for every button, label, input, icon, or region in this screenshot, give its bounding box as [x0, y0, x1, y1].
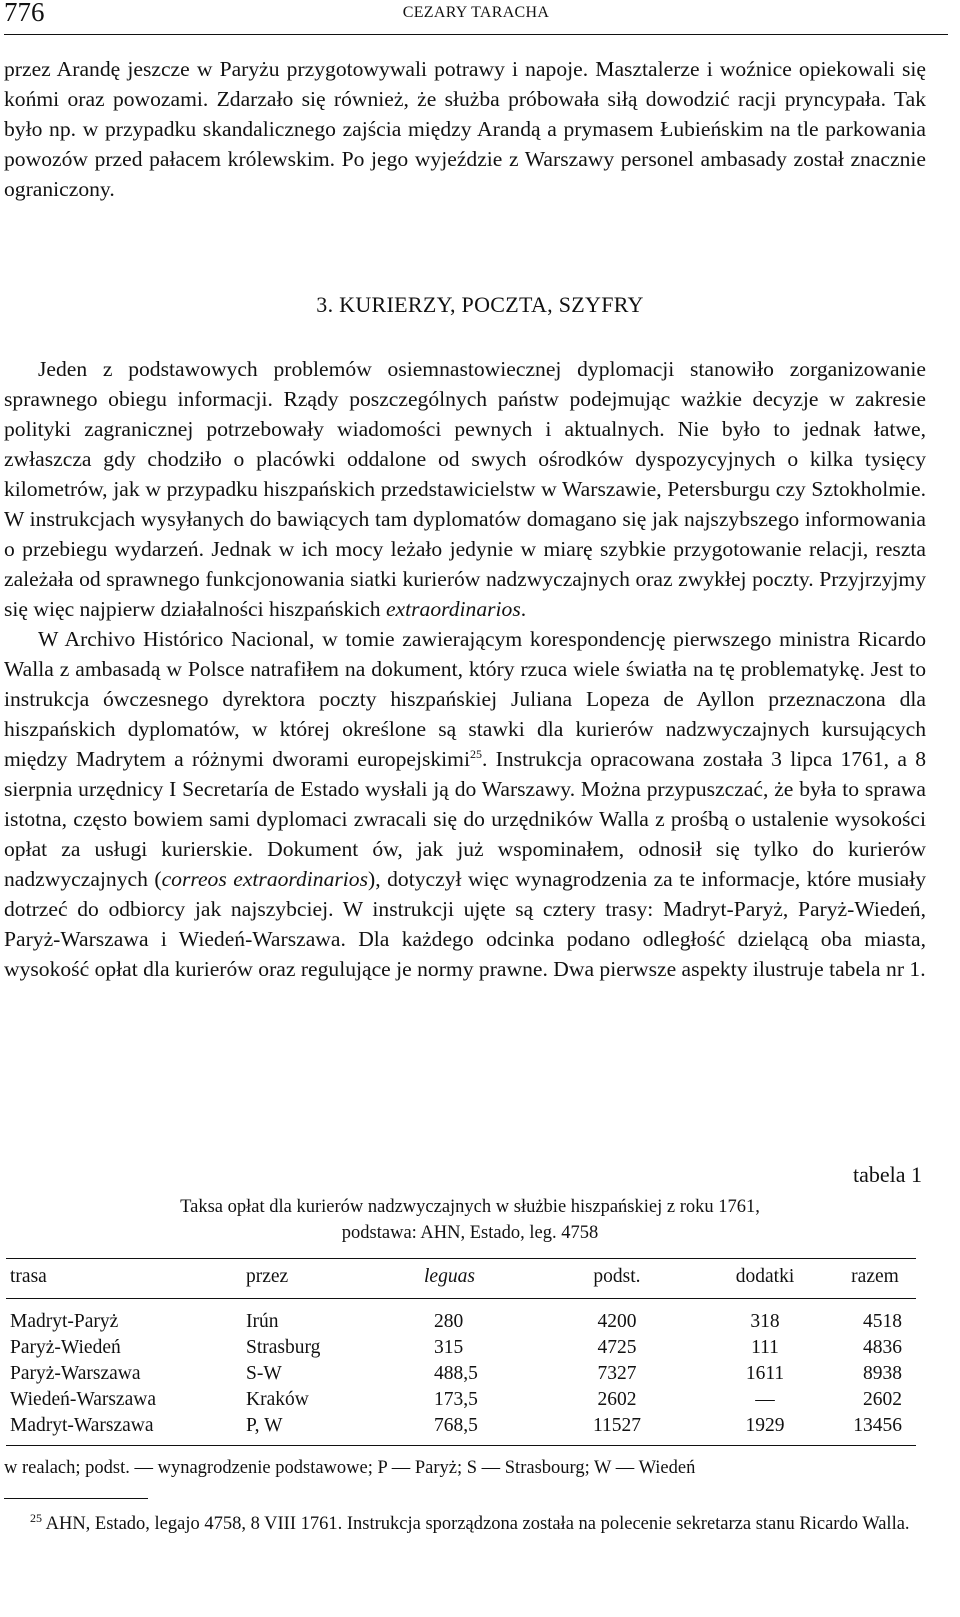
- paragraph-end: .: [520, 597, 527, 621]
- footnote: [4, 1512, 926, 1537]
- fee-table: [6, 1258, 916, 1446]
- table-cell: Wiedeń-Warszawa: [10, 1389, 156, 1410]
- table-cell: 7327: [597, 1363, 637, 1384]
- table-cell: Irún: [246, 1311, 279, 1332]
- table-label: tabela 1: [852, 1162, 922, 1187]
- footnote-divider: [4, 1498, 148, 1499]
- table-cell: Paryż-Warszawa: [10, 1363, 141, 1384]
- section-body: [4, 354, 926, 984]
- table-row: [6, 1413, 916, 1446]
- table-cell: 4836: [863, 1337, 902, 1358]
- table-legend: w realach; podst. — wynagrodzenie podstawowe; P — Paryż; S — Strasbourg; W — Wiedeń: [4, 1458, 696, 1478]
- section-heading: 3. KURIERZY, POCZTA, SZYFRY: [316, 292, 644, 317]
- table-cell: Paryż-Wiedeń: [10, 1337, 121, 1358]
- table-cell: P, W: [242, 1413, 410, 1446]
- column-header: trasa: [6, 1259, 242, 1299]
- table-cell: 111: [751, 1337, 779, 1358]
- running-header: [4, 0, 948, 35]
- table-cell: 13456: [844, 1413, 916, 1446]
- paragraph-continuation: [4, 54, 926, 204]
- table-cell: Madryt-Paryż: [10, 1311, 119, 1332]
- table-cell: 11527: [548, 1413, 686, 1446]
- table-cell: 4200: [597, 1311, 637, 1332]
- table-cell: 315: [434, 1337, 464, 1358]
- table-cell: 2602: [863, 1389, 902, 1410]
- table-cell: Madryt-Warszawa: [6, 1413, 242, 1446]
- table-cell: 318: [750, 1311, 780, 1332]
- footnote-reference[interactable]: 25: [469, 746, 482, 761]
- table-row: [6, 1361, 916, 1387]
- table-cell: 173,5: [434, 1389, 478, 1410]
- table-cell: 1611: [745, 1363, 785, 1384]
- page-number: 776: [4, 0, 45, 27]
- table-caption: [60, 1194, 880, 1246]
- column-header: przez: [242, 1259, 410, 1299]
- table-cell: 8938: [863, 1363, 902, 1384]
- table-cell: 768,5: [410, 1413, 548, 1446]
- table-cell: 280: [434, 1311, 464, 1332]
- paragraph: [4, 354, 926, 624]
- paragraph: [4, 624, 926, 984]
- italic-term: extraordinarios: [385, 597, 521, 621]
- column-header: dodatki: [686, 1259, 844, 1299]
- table-cell: —: [755, 1389, 775, 1410]
- table-cell: Strasburg: [246, 1337, 321, 1358]
- paragraph-text: przez Arandę jeszcze w Paryżu przygotowywali potrawy i napoje. Masztalerze i woźnice opiekowali się końmi oraz powozami. Zdarzało się również, że służba próbowała siłą dowodzić racji pryncypała. Tak było np. w przypadku skandalicznego zajścia między Arandą a prymasem Łubieńskim na tle parkowania powozów przed pałacem królewskim. Po jego wyjeździe z Warszawy personel ambasady został znacznie ograniczony.: [4, 57, 926, 201]
- column-header: razem: [844, 1259, 916, 1299]
- table-row: [6, 1299, 916, 1336]
- table-row: [6, 1387, 916, 1413]
- table-row: [6, 1335, 916, 1361]
- table-cell: 2602: [597, 1389, 637, 1410]
- table-cell: 4518: [863, 1311, 902, 1332]
- running-title: CEZARY TARACHA: [402, 4, 550, 21]
- italic-term: correos extraordinarios: [161, 867, 369, 891]
- table-header-row: [6, 1259, 916, 1299]
- paragraph-text: . Instrukcja opracowana została 3 lipca 1761, a 8 sierpnia urzędnicy I Secretaría de Estado wysłali ją do Warszawy. Można przypuszczać, że była to sprawa istotna, często bowiem sami dyplomaci zwracali się do urzędników Walla z prośbą o ustalenie wysokości opłat za usługi kurierskie. Dokument ów, jak już wspominałem, odnosił się tylko do kurierów nadzwyczajnych (: [4, 747, 926, 891]
- column-header: podst.: [548, 1259, 686, 1299]
- table-cell: 4725: [597, 1337, 637, 1358]
- column-header: leguas: [410, 1259, 548, 1299]
- table-cell: S-W: [246, 1363, 282, 1384]
- table-cell: 1929: [686, 1413, 844, 1446]
- caption-line: Taksa opłat dla kurierów nadzwyczajnych w służbie hiszpańskiej z roku 1761,: [180, 1197, 760, 1217]
- table-cell: Kraków: [246, 1389, 309, 1410]
- paragraph-text: W Archivo Histórico Nacional, w tomie zawierającym korespondencję pierwszego ministra Ricardo Walla z ambasadą w Polsce natrafiłem na dokument, który rzuca wiele światła na tę problematykę. Jest to instrukcja ówczesnego dyrektora poczty hiszpańskiej Juliana Lopeza de Ayllon przeznaczona dla hiszpańskich dyplomatów, w której określone są stawki dla kurierów nadzwyczajnych kursujących między Madrytem a różnymi dworami europejskimi: [4, 627, 926, 771]
- paragraph-text: ), dotyczył więc wynagrodzenia za te informacje, które musiały dotrzeć do odbiorcy jak najszybciej. W instrukcji ujęte są cztery trasy: Madryt-Paryż, Paryż-Wiedeń, Paryż-Warszawa i Wiedeń-Warszawa. Dla każdego odcinka podano odległość dzielącą oba miasta, wysokość opłat dla kurierów oraz regulujące je normy prawne. Dwa pierwsze aspekty ilustruje tabela nr 1.: [4, 867, 926, 981]
- table-cell: 488,5: [434, 1363, 478, 1384]
- footnote-text: AHN, Estado, legajo 4758, 8 VIII 1761. Instrukcja sporządzona została na polecenie sekretarza stanu Ricardo Walla.: [42, 1514, 910, 1534]
- paragraph-text: Jeden z podstawowych problemów osiemnastowiecznej dyplomacji stanowiło zorganizowanie sprawnego obiegu informacji. Rządy poszczególnych państw podejmując ważkie decyzje w zakresie polityki zagranicznej potrzebowały wiadomości pewnych i aktualnych. Nie było to jednak łatwe, zwłaszcza gdy chodziło o placówki oddalone od swych ośrodków dyspozycyjnych o kilka tysięcy kilometrów, jak w przypadku hiszpańskich przedstawicielstw w Warszawie, Petersburgu czy Sztokholmie. W instrukcjach wysyłanych do bawiących tam dyplomatów domagano się jak najszybszego informowania o przebiegu wydarzeń. Jednak w ich mocy leżało jedynie w miarę szybkie przygotowanie relacji, reszta zależała od sprawnego funkcjonowania siatki kurierów nadzwyczajnych oraz zwykłej poczty. Przyjrzyjmy się więc najpierw działalności hiszpańskich: [4, 357, 926, 621]
- caption-line: podstawa: AHN, Estado, leg. 4758: [341, 1223, 599, 1243]
- footnote-number: 25: [30, 1510, 42, 1525]
